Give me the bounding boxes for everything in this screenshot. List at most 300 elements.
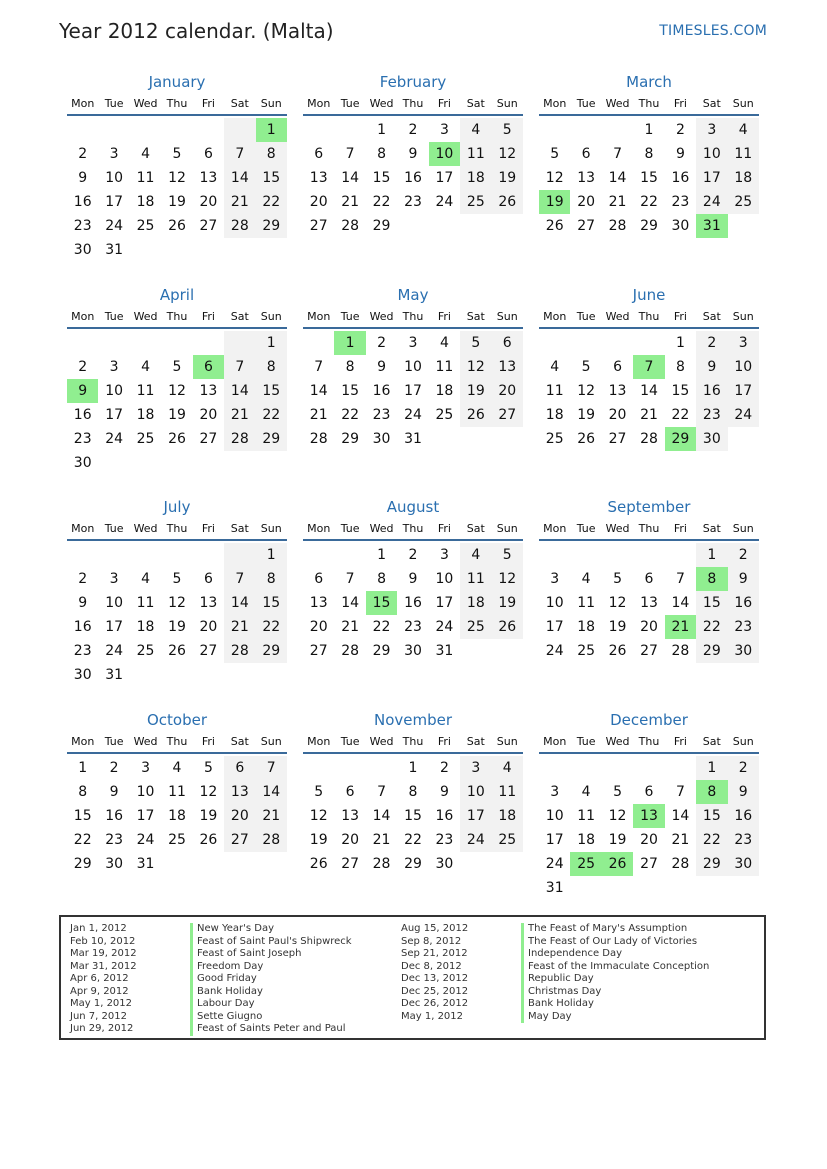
day-cell[interactable]: 15 — [256, 166, 287, 190]
day-cell[interactable]: 3 — [460, 756, 491, 780]
day-cell[interactable]: 4 — [728, 118, 759, 142]
day-cell[interactable]: 30 — [671, 218, 690, 234]
day-cell[interactable]: 16 — [728, 804, 759, 828]
day-cell[interactable]: 22 — [256, 403, 287, 427]
day-cell[interactable]: 20 — [492, 379, 523, 403]
day-cell[interactable]: 12 — [577, 383, 596, 399]
day-cell[interactable]: 30 — [728, 639, 759, 663]
day-cell[interactable]: 14 — [341, 170, 360, 186]
day-cell[interactable]: 10 — [136, 784, 155, 800]
day-cell[interactable]: 1 — [256, 543, 287, 567]
day-cell[interactable]: 11 — [168, 784, 186, 800]
day-cell[interactable]: 3 — [550, 784, 560, 800]
day-cell[interactable]: 22 — [73, 832, 92, 848]
day-cell[interactable]: 1 — [78, 760, 88, 776]
day-cell[interactable]: 18 — [136, 619, 155, 635]
day-cell[interactable]: 11 — [492, 780, 523, 804]
day-cell[interactable]: 16 — [372, 383, 391, 399]
day-cell[interactable]: 28 — [671, 856, 690, 872]
day-cell[interactable]: 18 — [460, 591, 491, 615]
day-cell[interactable]: 10 — [404, 359, 422, 375]
day-cell[interactable]: 10 — [435, 571, 454, 587]
day-cell[interactable]: 10 — [105, 595, 124, 611]
day-cell[interactable]: 28 — [224, 214, 255, 238]
day-cell[interactable]: 29 — [372, 643, 391, 659]
day-cell[interactable]: 17 — [105, 194, 124, 210]
day-cell[interactable]: 9 — [408, 146, 418, 162]
day-cell[interactable]: 5 — [550, 146, 560, 162]
day-cell[interactable]: 4 — [581, 571, 591, 587]
day-cell[interactable]: 8 — [377, 146, 387, 162]
day-cell[interactable]: 26 — [168, 431, 186, 447]
day-cell[interactable]: 7 — [345, 571, 355, 587]
day-cell[interactable]: 9 — [78, 595, 88, 611]
day-cell[interactable]: 14 — [608, 170, 627, 186]
day-cell[interactable]: 21 — [671, 832, 690, 848]
day-cell[interactable]: 8 — [256, 142, 287, 166]
day-cell[interactable]: 24 — [545, 643, 564, 659]
day-cell[interactable]: 8 — [256, 567, 287, 591]
day-cell[interactable]: 25 — [492, 828, 523, 852]
day-cell[interactable]: 10 — [728, 355, 759, 379]
day-cell[interactable]: 30 — [73, 667, 92, 683]
day-cell[interactable]: 14 — [341, 595, 360, 611]
day-cell[interactable]: 25 — [460, 190, 491, 214]
day-cell[interactable]: 2 — [728, 543, 759, 567]
day-cell[interactable]: 3 — [550, 571, 560, 587]
day-cell[interactable]: 7 — [224, 142, 255, 166]
day-cell[interactable]: 25 — [460, 615, 491, 639]
day-cell[interactable]: 23 — [105, 832, 124, 848]
day-cell[interactable]: 24 — [435, 194, 454, 210]
day-cell[interactable]: 23 — [404, 194, 422, 210]
day-cell[interactable]: 22 — [640, 194, 658, 210]
day-cell[interactable]: 27 — [224, 828, 255, 852]
day-cell[interactable]: 25 — [728, 190, 759, 214]
day-cell[interactable]: 22 — [404, 832, 422, 848]
day-cell[interactable]: 10 — [545, 595, 564, 611]
day-cell[interactable]: 27 — [199, 218, 218, 234]
day-cell[interactable]: 30 — [435, 856, 454, 872]
day-cell[interactable]: 5 — [172, 359, 182, 375]
day-cell[interactable]: 25 — [435, 407, 454, 423]
day-cell[interactable]: 12 — [492, 142, 523, 166]
day-cell[interactable]: 29 — [341, 431, 360, 447]
day-cell[interactable]: 8 — [408, 784, 418, 800]
day-cell[interactable]: 6 — [581, 146, 591, 162]
day-cell[interactable]: 20 — [341, 832, 360, 848]
day-cell[interactable]: 7 — [256, 756, 287, 780]
day-cell[interactable]: 19 — [168, 407, 186, 423]
day-cell[interactable]: 26 — [492, 615, 523, 639]
day-cell[interactable]: 22 — [696, 828, 727, 852]
day-cell[interactable]: 11 — [577, 808, 596, 824]
day-cell[interactable]: 14 — [224, 166, 255, 190]
day-cell[interactable]: 9 — [377, 359, 387, 375]
day-cell[interactable]: 4 — [460, 118, 491, 142]
day-cell[interactable]: 9 — [728, 567, 759, 591]
day-cell[interactable]: 23 — [372, 407, 391, 423]
day-cell[interactable]: 9 — [109, 784, 119, 800]
day-cell[interactable]: 26 — [602, 852, 633, 876]
day-cell[interactable]: 25 — [168, 832, 186, 848]
day-cell[interactable]: 7 — [314, 359, 324, 375]
day-cell[interactable]: 30 — [696, 427, 727, 451]
day-cell[interactable]: 19 — [539, 190, 570, 214]
day-cell[interactable]: 13 — [492, 355, 523, 379]
day-cell[interactable]: 24 — [545, 856, 564, 872]
day-cell[interactable]: 11 — [577, 595, 596, 611]
day-cell[interactable]: 17 — [136, 808, 155, 824]
day-cell[interactable]: 14 — [671, 595, 690, 611]
day-cell[interactable]: 13 — [341, 808, 360, 824]
day-cell[interactable]: 13 — [309, 595, 328, 611]
day-cell[interactable]: 29 — [256, 214, 287, 238]
day-cell[interactable]: 6 — [203, 571, 213, 587]
day-cell[interactable]: 21 — [309, 407, 328, 423]
day-cell[interactable]: 20 — [199, 194, 218, 210]
day-cell[interactable]: 2 — [78, 146, 88, 162]
day-cell[interactable]: 21 — [608, 194, 627, 210]
day-cell[interactable]: 25 — [136, 643, 155, 659]
day-cell[interactable]: 22 — [671, 407, 690, 423]
day-cell[interactable]: 13 — [199, 383, 218, 399]
day-cell[interactable]: 20 — [640, 832, 658, 848]
day-cell[interactable]: 14 — [640, 383, 658, 399]
day-cell[interactable]: 15 — [696, 591, 727, 615]
day-cell[interactable]: 6 — [314, 571, 324, 587]
day-cell[interactable]: 20 — [199, 407, 218, 423]
day-cell[interactable]: 20 — [640, 619, 658, 635]
day-cell[interactable]: 23 — [73, 643, 92, 659]
day-cell[interactable]: 23 — [73, 431, 92, 447]
day-cell[interactable]: 27 — [577, 218, 596, 234]
day-cell[interactable]: 8 — [675, 359, 685, 375]
day-cell[interactable]: 29 — [372, 218, 391, 234]
day-cell[interactable]: 24 — [105, 643, 124, 659]
day-cell[interactable]: 26 — [545, 218, 564, 234]
day-cell[interactable]: 29 — [256, 427, 287, 451]
day-cell[interactable]: 22 — [696, 615, 727, 639]
day-cell[interactable]: 12 — [545, 170, 564, 186]
day-cell[interactable]: 1 — [408, 760, 418, 776]
day-cell[interactable]: 31 — [696, 214, 727, 238]
day-cell[interactable]: 15 — [404, 808, 422, 824]
day-cell[interactable]: 14 — [309, 383, 328, 399]
day-cell[interactable]: 8 — [696, 567, 727, 591]
day-cell[interactable]: 25 — [570, 852, 601, 876]
day-cell[interactable]: 17 — [460, 804, 491, 828]
day-cell[interactable]: 15 — [256, 379, 287, 403]
day-cell[interactable]: 11 — [136, 383, 155, 399]
day-cell[interactable]: 12 — [309, 808, 328, 824]
day-cell[interactable]: 21 — [640, 407, 658, 423]
day-cell[interactable]: 5 — [581, 359, 591, 375]
day-cell[interactable]: 30 — [105, 856, 124, 872]
day-cell[interactable]: 13 — [633, 804, 664, 828]
day-cell[interactable]: 25 — [136, 431, 155, 447]
day-cell[interactable]: 6 — [644, 571, 654, 587]
day-cell[interactable]: 12 — [608, 808, 627, 824]
day-cell[interactable]: 19 — [199, 808, 218, 824]
day-cell[interactable]: 16 — [105, 808, 124, 824]
day-cell[interactable]: 11 — [435, 359, 454, 375]
day-cell[interactable]: 7 — [224, 567, 255, 591]
day-cell[interactable]: 1 — [377, 547, 387, 563]
day-cell[interactable]: 21 — [224, 190, 255, 214]
day-cell[interactable]: 5 — [613, 571, 623, 587]
day-cell[interactable]: 26 — [608, 643, 627, 659]
day-cell[interactable]: 28 — [224, 427, 255, 451]
day-cell[interactable]: 10 — [460, 780, 491, 804]
day-cell[interactable]: 12 — [460, 355, 491, 379]
day-cell[interactable]: 7 — [224, 355, 255, 379]
day-cell[interactable]: 27 — [309, 218, 328, 234]
day-cell[interactable]: 26 — [577, 431, 596, 447]
day-cell[interactable]: 5 — [460, 331, 491, 355]
day-cell[interactable]: 7 — [613, 146, 623, 162]
day-cell[interactable]: 15 — [696, 804, 727, 828]
day-cell[interactable]: 3 — [109, 146, 119, 162]
day-cell[interactable]: 18 — [136, 194, 155, 210]
day-cell[interactable]: 30 — [372, 431, 391, 447]
day-cell[interactable]: 23 — [671, 194, 690, 210]
day-cell[interactable]: 8 — [256, 355, 287, 379]
day-cell[interactable]: 23 — [728, 828, 759, 852]
day-cell[interactable]: 16 — [404, 170, 422, 186]
day-cell[interactable]: 31 — [435, 643, 454, 659]
day-cell[interactable]: 29 — [73, 856, 92, 872]
day-cell[interactable]: 11 — [136, 170, 155, 186]
day-cell[interactable]: 27 — [608, 431, 627, 447]
day-cell[interactable]: 17 — [545, 832, 564, 848]
day-cell[interactable]: 6 — [492, 331, 523, 355]
day-cell[interactable]: 19 — [608, 619, 627, 635]
day-cell[interactable]: 21 — [341, 619, 360, 635]
day-cell[interactable]: 5 — [314, 784, 324, 800]
day-cell[interactable]: 11 — [460, 142, 491, 166]
day-cell[interactable]: 1 — [644, 122, 654, 138]
day-cell[interactable]: 27 — [341, 856, 360, 872]
day-cell[interactable]: 26 — [460, 403, 491, 427]
day-cell[interactable]: 5 — [172, 146, 182, 162]
day-cell[interactable]: 18 — [168, 808, 186, 824]
day-cell[interactable]: 1 — [696, 756, 727, 780]
day-cell[interactable]: 4 — [439, 335, 449, 351]
day-cell[interactable]: 21 — [224, 615, 255, 639]
day-cell[interactable]: 25 — [545, 431, 564, 447]
day-cell[interactable]: 28 — [341, 218, 360, 234]
day-cell[interactable]: 19 — [460, 379, 491, 403]
day-cell[interactable]: 30 — [73, 455, 92, 471]
day-cell[interactable]: 18 — [577, 619, 596, 635]
day-cell[interactable]: 28 — [341, 643, 360, 659]
day-cell[interactable]: 15 — [341, 383, 360, 399]
day-cell[interactable]: 20 — [309, 194, 328, 210]
day-cell[interactable]: 19 — [608, 832, 627, 848]
day-cell[interactable]: 18 — [545, 407, 564, 423]
day-cell[interactable]: 12 — [608, 595, 627, 611]
day-cell[interactable]: 4 — [141, 146, 151, 162]
day-cell[interactable]: 27 — [309, 643, 328, 659]
day-cell[interactable]: 19 — [492, 591, 523, 615]
day-cell[interactable]: 16 — [73, 194, 92, 210]
day-cell[interactable]: 31 — [545, 880, 564, 896]
day-cell[interactable]: 26 — [309, 856, 328, 872]
day-cell[interactable]: 24 — [136, 832, 155, 848]
day-cell[interactable]: 29 — [696, 639, 727, 663]
day-cell[interactable]: 4 — [141, 359, 151, 375]
day-cell[interactable]: 27 — [640, 643, 658, 659]
day-cell[interactable]: 17 — [105, 619, 124, 635]
day-cell[interactable]: 2 — [675, 122, 685, 138]
day-cell[interactable]: 15 — [366, 591, 397, 615]
day-cell[interactable]: 3 — [141, 760, 151, 776]
day-cell[interactable]: 23 — [728, 615, 759, 639]
day-cell[interactable]: 16 — [404, 595, 422, 611]
day-cell[interactable]: 26 — [168, 643, 186, 659]
day-cell[interactable]: 20 — [577, 194, 596, 210]
day-cell[interactable]: 9 — [78, 170, 88, 186]
day-cell[interactable]: 29 — [640, 218, 658, 234]
day-cell[interactable]: 17 — [435, 170, 454, 186]
day-cell[interactable]: 17 — [435, 595, 454, 611]
day-cell[interactable]: 23 — [404, 619, 422, 635]
day-cell[interactable]: 24 — [404, 407, 422, 423]
day-cell[interactable]: 6 — [203, 146, 213, 162]
day-cell[interactable]: 10 — [429, 142, 460, 166]
day-cell[interactable]: 31 — [105, 242, 124, 258]
day-cell[interactable]: 26 — [492, 190, 523, 214]
day-cell[interactable]: 2 — [408, 122, 418, 138]
day-cell[interactable]: 14 — [256, 780, 287, 804]
day-cell[interactable]: 6 — [193, 355, 224, 379]
day-cell[interactable]: 21 — [372, 832, 391, 848]
day-cell[interactable]: 4 — [550, 359, 560, 375]
day-cell[interactable]: 8 — [78, 784, 88, 800]
day-cell[interactable]: 22 — [341, 407, 360, 423]
day-cell[interactable]: 2 — [377, 335, 387, 351]
day-cell[interactable]: 5 — [203, 760, 213, 776]
day-cell[interactable]: 11 — [728, 142, 759, 166]
day-cell[interactable]: 1 — [675, 335, 685, 351]
day-cell[interactable]: 7 — [345, 146, 355, 162]
day-cell[interactable]: 1 — [256, 331, 287, 355]
day-cell[interactable]: 28 — [224, 639, 255, 663]
day-cell[interactable]: 16 — [73, 407, 92, 423]
day-cell[interactable]: 22 — [256, 615, 287, 639]
day-cell[interactable]: 17 — [728, 379, 759, 403]
day-cell[interactable]: 13 — [640, 595, 658, 611]
day-cell[interactable]: 7 — [633, 355, 664, 379]
day-cell[interactable]: 5 — [492, 118, 523, 142]
day-cell[interactable]: 27 — [199, 431, 218, 447]
day-cell[interactable]: 21 — [224, 403, 255, 427]
day-cell[interactable]: 8 — [696, 780, 727, 804]
day-cell[interactable]: 3 — [696, 118, 727, 142]
day-cell[interactable]: 27 — [640, 856, 658, 872]
day-cell[interactable]: 13 — [224, 780, 255, 804]
day-cell[interactable]: 14 — [224, 379, 255, 403]
day-cell[interactable]: 24 — [435, 619, 454, 635]
day-cell[interactable]: 12 — [199, 784, 218, 800]
day-cell[interactable]: 17 — [404, 383, 422, 399]
day-cell[interactable]: 3 — [408, 335, 418, 351]
day-cell[interactable]: 24 — [105, 218, 124, 234]
day-cell[interactable]: 3 — [728, 331, 759, 355]
day-cell[interactable]: 4 — [172, 760, 182, 776]
day-cell[interactable]: 24 — [728, 403, 759, 427]
day-cell[interactable]: 22 — [372, 619, 391, 635]
day-cell[interactable]: 8 — [377, 571, 387, 587]
day-cell[interactable]: 20 — [224, 804, 255, 828]
day-cell[interactable]: 5 — [172, 571, 182, 587]
day-cell[interactable]: 18 — [577, 832, 596, 848]
day-cell[interactable]: 14 — [224, 591, 255, 615]
day-cell[interactable]: 4 — [581, 784, 591, 800]
day-cell[interactable]: 12 — [168, 383, 186, 399]
day-cell[interactable]: 25 — [136, 218, 155, 234]
day-cell[interactable]: 20 — [608, 407, 627, 423]
day-cell[interactable]: 15 — [256, 591, 287, 615]
day-cell[interactable]: 28 — [309, 431, 328, 447]
day-cell[interactable]: 13 — [199, 595, 218, 611]
day-cell[interactable]: 15 — [372, 170, 391, 186]
day-cell[interactable]: 16 — [435, 808, 454, 824]
day-cell[interactable]: 26 — [199, 832, 218, 848]
day-cell[interactable]: 8 — [644, 146, 654, 162]
day-cell[interactable]: 18 — [492, 804, 523, 828]
day-cell[interactable]: 2 — [439, 760, 449, 776]
day-cell[interactable]: 16 — [728, 591, 759, 615]
day-cell[interactable]: 6 — [644, 784, 654, 800]
day-cell[interactable]: 10 — [696, 142, 727, 166]
day-cell[interactable]: 12 — [168, 595, 186, 611]
day-cell[interactable]: 13 — [309, 170, 328, 186]
day-cell[interactable]: 15 — [671, 383, 690, 399]
day-cell[interactable]: 14 — [671, 808, 690, 824]
day-cell[interactable]: 19 — [309, 832, 328, 848]
day-cell[interactable]: 21 — [256, 804, 287, 828]
day-cell[interactable]: 4 — [492, 756, 523, 780]
day-cell[interactable]: 19 — [577, 407, 596, 423]
day-cell[interactable]: 3 — [439, 122, 449, 138]
day-cell[interactable]: 2 — [78, 571, 88, 587]
day-cell[interactable]: 28 — [608, 218, 627, 234]
day-cell[interactable]: 13 — [199, 170, 218, 186]
day-cell[interactable]: 7 — [377, 784, 387, 800]
day-cell[interactable]: 16 — [73, 619, 92, 635]
day-cell[interactable]: 24 — [105, 431, 124, 447]
day-cell[interactable]: 30 — [728, 852, 759, 876]
day-cell[interactable]: 19 — [168, 619, 186, 635]
day-cell[interactable]: 3 — [109, 359, 119, 375]
day-cell[interactable]: 31 — [105, 667, 124, 683]
day-cell[interactable]: 19 — [168, 194, 186, 210]
day-cell[interactable]: 29 — [404, 856, 422, 872]
day-cell[interactable]: 2 — [728, 756, 759, 780]
day-cell[interactable]: 5 — [492, 543, 523, 567]
day-cell[interactable]: 9 — [408, 571, 418, 587]
day-cell[interactable]: 24 — [460, 828, 491, 852]
day-cell[interactable]: 29 — [256, 639, 287, 663]
day-cell[interactable]: 7 — [675, 784, 685, 800]
day-cell[interactable]: 15 — [640, 170, 658, 186]
day-cell[interactable]: 31 — [404, 431, 422, 447]
day-cell[interactable]: 11 — [545, 383, 564, 399]
day-cell[interactable]: 23 — [696, 403, 727, 427]
day-cell[interactable]: 20 — [199, 619, 218, 635]
